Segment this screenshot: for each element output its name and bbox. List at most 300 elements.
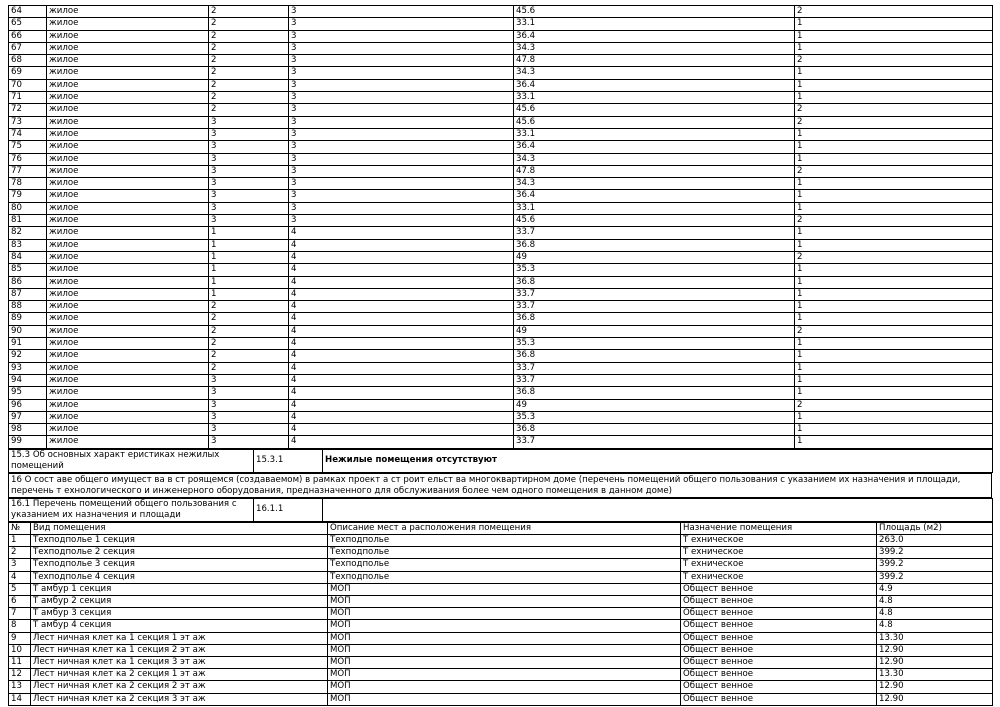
cell-purpose: Общест венное (681, 632, 877, 644)
cell-rooms: 1 (795, 276, 993, 288)
cell-num: 69 (9, 67, 47, 79)
cell-floor: 1 (209, 251, 289, 263)
cell-num: 10 (9, 644, 31, 656)
cell-num: 79 (9, 190, 47, 202)
cell-num: 90 (9, 325, 47, 337)
cell-area: 4.8 (877, 595, 993, 607)
apartment-row (9, 338, 993, 350)
cell-location: МОП (328, 693, 681, 705)
common-room-row (9, 693, 993, 705)
cell-purpose: Т ехническое (681, 559, 877, 571)
cell-area: 33.1 (514, 18, 795, 30)
cell-num: 72 (9, 104, 47, 116)
cell-type: жилое (47, 116, 209, 128)
cell-area: 263.0 (877, 534, 993, 546)
cell-area: 33.1 (514, 128, 795, 140)
cell-floor: 1 (209, 227, 289, 239)
apartment-row (9, 411, 993, 423)
cell-num: 86 (9, 276, 47, 288)
cell-type: жилое (47, 30, 209, 42)
cell-floor: 2 (209, 362, 289, 374)
cell-rooms: 1 (795, 202, 993, 214)
cell-area: 4.8 (877, 608, 993, 620)
cell-num: 76 (9, 153, 47, 165)
cell-type: жилое (47, 215, 209, 227)
cell-rooms: 1 (795, 190, 993, 202)
cell-num: 71 (9, 92, 47, 104)
cell-area: 36.4 (514, 141, 795, 153)
cell-rooms: 1 (795, 436, 993, 448)
cell-rooms: 1 (795, 424, 993, 436)
cell-type: жилое (47, 18, 209, 30)
cell-num: 89 (9, 313, 47, 325)
cell-rooms: 1 (795, 239, 993, 251)
cell-area: 36.4 (514, 30, 795, 42)
cell-purpose: Общест венное (681, 669, 877, 681)
apartment-row (9, 55, 993, 67)
cell-location: МОП (328, 681, 681, 693)
apartment-row (9, 141, 993, 153)
cell-floor: 1 (209, 264, 289, 276)
cell-kind: Лест ничная клет ка 2 секция 1 эт аж (31, 669, 328, 681)
cell-num: 1 (9, 534, 31, 546)
cell-num: 85 (9, 264, 47, 276)
cell-floor: 2 (209, 104, 289, 116)
cell-num: 7 (9, 608, 31, 620)
apartment-row (9, 67, 993, 79)
cell-floor: 2 (209, 313, 289, 325)
cell-purpose: Т ехническое (681, 571, 877, 583)
cell-section: 4 (289, 276, 514, 288)
apartment-row (9, 215, 993, 227)
cell-type: жилое (47, 288, 209, 300)
cell-rooms: 2 (795, 325, 993, 337)
cell-area: 35.3 (514, 411, 795, 423)
apartment-row (9, 362, 993, 374)
cell-area: 33.7 (514, 436, 795, 448)
cell-kind: Т амбур 4 секция (31, 620, 328, 632)
cell-section: 3 (289, 178, 514, 190)
cell-rooms: 1 (795, 411, 993, 423)
cell-type: жилое (47, 374, 209, 386)
cell-area: 399.2 (877, 547, 993, 559)
cell-num: 96 (9, 399, 47, 411)
cell-floor: 3 (209, 399, 289, 411)
cell-area: 33.1 (514, 202, 795, 214)
cell-location: МОП (328, 608, 681, 620)
cell-area: 35.3 (514, 264, 795, 276)
cell-area: 35.3 (514, 338, 795, 350)
cell-floor: 2 (209, 18, 289, 30)
apartment-row (9, 178, 993, 190)
cell-area: 36.8 (514, 424, 795, 436)
cell-type: жилое (47, 190, 209, 202)
section-16-1-empty (323, 498, 993, 521)
cell-floor: 3 (209, 165, 289, 177)
cell-location: МОП (328, 583, 681, 595)
cell-floor: 2 (209, 92, 289, 104)
cell-type: жилое (47, 79, 209, 91)
apartment-row (9, 387, 993, 399)
apartment-row (9, 79, 993, 91)
cell-type: жилое (47, 362, 209, 374)
cell-num: 97 (9, 411, 47, 423)
cell-purpose: Общест венное (681, 608, 877, 620)
cell-location: Техподполье (328, 547, 681, 559)
cell-num: 77 (9, 165, 47, 177)
cell-num: 92 (9, 350, 47, 362)
cell-area: 13.30 (877, 632, 993, 644)
cell-kind: Техподполье 3 секция (31, 559, 328, 571)
cell-area: 36.8 (514, 313, 795, 325)
cell-purpose: Общест венное (681, 681, 877, 693)
cell-rooms: 2 (795, 116, 993, 128)
cell-type: жилое (47, 227, 209, 239)
apartment-row (9, 399, 993, 411)
cell-type: жилое (47, 411, 209, 423)
cell-section: 4 (289, 288, 514, 300)
cell-kind: Т амбур 2 секция (31, 595, 328, 607)
cell-num: 98 (9, 424, 47, 436)
cell-kind: Техподполье 1 секция (31, 534, 328, 546)
cell-area: 33.7 (514, 362, 795, 374)
cell-rooms: 2 (795, 215, 993, 227)
header-purpose: Назначение помещения (681, 522, 877, 534)
cell-floor: 3 (209, 411, 289, 423)
cell-kind: Лест ничная клет ка 1 секция 1 эт аж (31, 632, 328, 644)
cell-num: 68 (9, 55, 47, 67)
cell-floor: 1 (209, 276, 289, 288)
cell-area: 47.8 (514, 55, 795, 67)
cell-rooms: 1 (795, 153, 993, 165)
cell-area: 45.6 (514, 104, 795, 116)
cell-kind: Лест ничная клет ка 2 секция 3 эт аж (31, 693, 328, 705)
cell-location: МОП (328, 656, 681, 668)
cell-area: 4.9 (877, 583, 993, 595)
common-rooms-table (8, 522, 993, 706)
cell-num: 81 (9, 215, 47, 227)
cell-floor: 3 (209, 387, 289, 399)
cell-area: 12.90 (877, 681, 993, 693)
cell-section: 4 (289, 338, 514, 350)
section-16-1-table (8, 498, 993, 522)
cell-num: 93 (9, 362, 47, 374)
section-16-row (9, 473, 992, 497)
cell-rooms: 2 (795, 251, 993, 263)
apartment-row (9, 251, 993, 263)
cell-num: 91 (9, 338, 47, 350)
cell-num: 82 (9, 227, 47, 239)
cell-rooms: 1 (795, 128, 993, 140)
cell-type: жилое (47, 104, 209, 116)
cell-area: 12.90 (877, 656, 993, 668)
common-room-row (9, 547, 993, 559)
common-room-row (9, 669, 993, 681)
cell-floor: 1 (209, 239, 289, 251)
cell-area: 33.1 (514, 92, 795, 104)
cell-location: МОП (328, 632, 681, 644)
cell-type: жилое (47, 264, 209, 276)
cell-num: 74 (9, 128, 47, 140)
cell-area: 49 (514, 251, 795, 263)
cell-num: 13 (9, 681, 31, 693)
cell-location: МОП (328, 644, 681, 656)
apartments-table (8, 5, 993, 449)
cell-kind: Лест ничная клет ка 1 секция 3 эт аж (31, 656, 328, 668)
cell-kind: Лест ничная клет ка 2 секция 2 эт аж (31, 681, 328, 693)
cell-num: 88 (9, 301, 47, 313)
apartment-row (9, 128, 993, 140)
cell-area: 34.3 (514, 67, 795, 79)
cell-kind: Лест ничная клет ка 1 секция 2 эт аж (31, 644, 328, 656)
cell-floor: 2 (209, 30, 289, 42)
cell-floor: 3 (209, 190, 289, 202)
apartment-row (9, 301, 993, 313)
cell-section: 3 (289, 104, 514, 116)
cell-section: 4 (289, 251, 514, 263)
cell-num: 78 (9, 178, 47, 190)
cell-floor: 3 (209, 141, 289, 153)
cell-area: 4.8 (877, 620, 993, 632)
section-15-3-table (8, 449, 993, 473)
section-15-3-row (9, 449, 993, 472)
cell-num: 67 (9, 42, 47, 54)
cell-type: жилое (47, 276, 209, 288)
cell-num: 9 (9, 632, 31, 644)
cell-section: 3 (289, 55, 514, 67)
apartment-row (9, 374, 993, 386)
cell-area: 36.8 (514, 239, 795, 251)
cell-section: 3 (289, 67, 514, 79)
cell-section: 3 (289, 42, 514, 54)
cell-area: 49 (514, 399, 795, 411)
cell-num: 94 (9, 374, 47, 386)
cell-section: 3 (289, 165, 514, 177)
cell-num: 8 (9, 620, 31, 632)
cell-section: 3 (289, 190, 514, 202)
cell-section: 4 (289, 387, 514, 399)
apartment-row (9, 276, 993, 288)
cell-section: 3 (289, 79, 514, 91)
apartment-row (9, 436, 993, 448)
cell-floor: 3 (209, 374, 289, 386)
common-rooms-header (9, 522, 993, 534)
cell-type: жилое (47, 436, 209, 448)
cell-floor: 2 (209, 55, 289, 67)
header-kind: Вид помещения (31, 522, 328, 534)
cell-purpose: Общест венное (681, 595, 877, 607)
cell-area: 36.8 (514, 276, 795, 288)
cell-area: 12.90 (877, 693, 993, 705)
cell-type: жилое (47, 67, 209, 79)
section-15-3-code: 15.3.1 (254, 449, 323, 472)
cell-section: 4 (289, 424, 514, 436)
cell-num: 64 (9, 6, 47, 18)
cell-section: 4 (289, 264, 514, 276)
cell-type: жилое (47, 325, 209, 337)
cell-area: 47.8 (514, 165, 795, 177)
cell-type: жилое (47, 42, 209, 54)
apartment-row (9, 424, 993, 436)
common-room-row (9, 644, 993, 656)
common-rooms-body (9, 534, 993, 705)
cell-purpose: Т ехническое (681, 534, 877, 546)
cell-purpose: Общест венное (681, 583, 877, 595)
common-room-row (9, 571, 993, 583)
cell-num: 4 (9, 571, 31, 583)
apartment-row (9, 190, 993, 202)
apartment-row (9, 6, 993, 18)
cell-area: 33.7 (514, 288, 795, 300)
apartment-row (9, 325, 993, 337)
apartments-body (9, 6, 993, 449)
cell-rooms: 1 (795, 374, 993, 386)
cell-floor: 3 (209, 202, 289, 214)
cell-area: 45.6 (514, 6, 795, 18)
apartment-row (9, 350, 993, 362)
apartment-row (9, 42, 993, 54)
cell-section: 4 (289, 362, 514, 374)
cell-area: 34.3 (514, 153, 795, 165)
apartment-row (9, 153, 993, 165)
cell-rooms: 1 (795, 264, 993, 276)
cell-section: 3 (289, 92, 514, 104)
cell-rooms: 1 (795, 67, 993, 79)
cell-area: 34.3 (514, 178, 795, 190)
cell-area: 49 (514, 325, 795, 337)
apartment-row (9, 165, 993, 177)
cell-rooms: 1 (795, 301, 993, 313)
cell-kind: Т амбур 3 секция (31, 608, 328, 620)
cell-section: 3 (289, 141, 514, 153)
common-room-row (9, 608, 993, 620)
cell-rooms: 1 (795, 387, 993, 399)
header-area: Площадь (м2) (877, 522, 993, 534)
section-16-1-row (9, 498, 993, 521)
cell-rooms: 1 (795, 79, 993, 91)
cell-floor: 2 (209, 42, 289, 54)
cell-floor: 3 (209, 178, 289, 190)
header-location: Описание мест а расположения помещения (328, 522, 681, 534)
cell-area: 33.7 (514, 227, 795, 239)
cell-kind: Техподполье 4 секция (31, 571, 328, 583)
cell-rooms: 1 (795, 42, 993, 54)
cell-num: 87 (9, 288, 47, 300)
cell-location: Техподполье (328, 559, 681, 571)
cell-area: 399.2 (877, 571, 993, 583)
cell-num: 99 (9, 436, 47, 448)
common-room-row (9, 534, 993, 546)
cell-location: МОП (328, 669, 681, 681)
cell-num: 11 (9, 656, 31, 668)
cell-area: 45.6 (514, 116, 795, 128)
cell-section: 4 (289, 350, 514, 362)
cell-section: 3 (289, 215, 514, 227)
apartment-row (9, 116, 993, 128)
cell-rooms: 1 (795, 178, 993, 190)
common-room-row (9, 632, 993, 644)
cell-num: 5 (9, 583, 31, 595)
cell-type: жилое (47, 424, 209, 436)
cell-type: жилое (47, 313, 209, 325)
cell-section: 3 (289, 128, 514, 140)
cell-num: 14 (9, 693, 31, 705)
cell-purpose: Общест венное (681, 693, 877, 705)
cell-num: 80 (9, 202, 47, 214)
section-16-1-label: 16.1 Перечень помещений общего пользования с указанием их назначения и площади (9, 498, 254, 521)
cell-rooms: 2 (795, 165, 993, 177)
cell-purpose: Общест венное (681, 656, 877, 668)
cell-rooms: 1 (795, 288, 993, 300)
cell-section: 4 (289, 374, 514, 386)
cell-section: 4 (289, 227, 514, 239)
cell-location: Техподполье (328, 571, 681, 583)
cell-num: 70 (9, 79, 47, 91)
cell-type: жилое (47, 178, 209, 190)
cell-location: МОП (328, 620, 681, 632)
cell-rooms: 2 (795, 104, 993, 116)
cell-section: 3 (289, 153, 514, 165)
cell-section: 3 (289, 18, 514, 30)
cell-area: 13.30 (877, 669, 993, 681)
section-16-text: 16 О сост аве общего имущест ва в ст роящемся (создаваемом) в рамках проект а ст роит ельст ва многоквартирном доме (перечень помещений общего пользования с указанием их назначения и площади, перечень т ехнологического и инженерного оборудования, предназначенного для обслуживания более чем одного помещения в данном доме) (9, 473, 992, 497)
cell-type: жилое (47, 301, 209, 313)
cell-type: жилое (47, 251, 209, 263)
cell-kind: Т амбур 1 секция (31, 583, 328, 595)
cell-num: 12 (9, 669, 31, 681)
apartment-row (9, 18, 993, 30)
cell-type: жилое (47, 239, 209, 251)
cell-purpose: Общест венное (681, 620, 877, 632)
cell-area: 36.8 (514, 387, 795, 399)
cell-num: 75 (9, 141, 47, 153)
cell-floor: 2 (209, 6, 289, 18)
cell-type: жилое (47, 338, 209, 350)
cell-section: 4 (289, 301, 514, 313)
cell-type: жилое (47, 350, 209, 362)
cell-section: 4 (289, 436, 514, 448)
cell-rooms: 1 (795, 313, 993, 325)
apartment-row (9, 30, 993, 42)
cell-num: 6 (9, 595, 31, 607)
cell-floor: 1 (209, 288, 289, 300)
common-room-row (9, 583, 993, 595)
cell-section: 4 (289, 313, 514, 325)
cell-rooms: 1 (795, 30, 993, 42)
apartment-row (9, 288, 993, 300)
common-room-row (9, 656, 993, 668)
cell-type: жилое (47, 399, 209, 411)
cell-floor: 3 (209, 436, 289, 448)
cell-type: жилое (47, 55, 209, 67)
cell-type: жилое (47, 165, 209, 177)
apartment-row (9, 104, 993, 116)
cell-floor: 3 (209, 128, 289, 140)
cell-section: 4 (289, 325, 514, 337)
apartment-row (9, 239, 993, 251)
common-room-row (9, 595, 993, 607)
apartment-row (9, 313, 993, 325)
cell-floor: 2 (209, 67, 289, 79)
cell-num: 95 (9, 387, 47, 399)
cell-section: 3 (289, 116, 514, 128)
cell-num: 83 (9, 239, 47, 251)
cell-area: 45.6 (514, 215, 795, 227)
section-15-3-label: 15.3 Об основных характ еристиках нежилых помещений (9, 449, 254, 472)
cell-area: 34.3 (514, 42, 795, 54)
cell-num: 84 (9, 251, 47, 263)
cell-floor: 3 (209, 153, 289, 165)
